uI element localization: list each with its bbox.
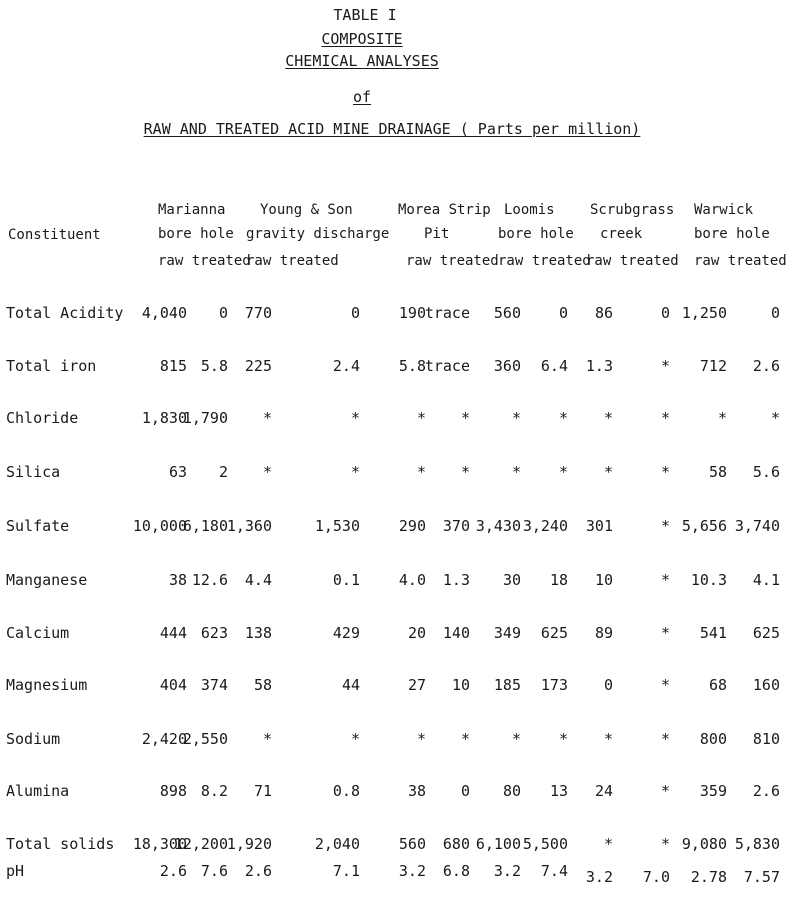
table-cell: 0.1: [332, 571, 360, 589]
header-morea-name: Morea Strip: [398, 202, 491, 218]
table-cell: 140: [442, 624, 470, 642]
table-cell: 3,740: [734, 517, 780, 535]
table-cell: 225: [244, 357, 272, 375]
table-cell: 3,240: [522, 517, 568, 535]
table-cell: 7.4: [540, 862, 568, 880]
table-cell: 4,040: [141, 304, 187, 322]
table-cell: 2.4: [332, 357, 360, 375]
table-cell: *: [603, 835, 613, 853]
table-cell: 1,250: [681, 304, 727, 322]
table-cell: 10,000: [132, 517, 187, 535]
table-cell: 1,360: [226, 517, 272, 535]
table-cell: 1.3: [585, 357, 613, 375]
table-cell: 0: [603, 676, 613, 694]
table-cell: *: [660, 409, 670, 427]
table-cell: *: [416, 730, 426, 748]
header-loomis-type: bore hole: [498, 226, 574, 242]
table-cell: 5.6: [752, 463, 780, 481]
row-label: Calcium: [6, 624, 70, 642]
row-label: Sodium: [6, 730, 61, 748]
table-cell: 0: [558, 304, 568, 322]
table-cell: 3,430: [475, 517, 521, 535]
table-cell: 63: [168, 463, 187, 481]
table-cell: 13: [549, 782, 568, 800]
table-cell: 5,656: [681, 517, 727, 535]
table-cell: 8.2: [200, 782, 228, 800]
table-cell: 2: [218, 463, 228, 481]
header-loomis-name: Loomis: [504, 202, 555, 218]
header-young-type: gravity discharge: [246, 226, 390, 242]
row-label: Total Acidity: [6, 304, 124, 322]
table-cell: 815: [159, 357, 187, 375]
table-cell: 810: [752, 730, 780, 748]
table-cell: *: [460, 409, 470, 427]
table-cell: *: [558, 730, 568, 748]
table-cell: 4.4: [244, 571, 272, 589]
table-subtitle: RAW AND TREATED ACID MINE DRAINAGE ( Parts per million): [143, 120, 641, 138]
table-cell: 370: [442, 517, 470, 535]
row-label: Magnesium: [6, 676, 88, 694]
table-cell: *: [511, 409, 521, 427]
table-cell: 86: [594, 304, 613, 322]
table-cell: *: [511, 730, 521, 748]
table-cell: 2,040: [314, 835, 360, 853]
table-cell: 10: [451, 676, 470, 694]
table-cell: 5,500: [522, 835, 568, 853]
header-morea-type: Pit: [424, 226, 450, 242]
table-cell: *: [717, 409, 727, 427]
table-cell: 0: [460, 782, 470, 800]
table-cell: trace: [424, 357, 470, 375]
header-constituent: Constituent: [8, 227, 101, 243]
table-cell: 2.6: [752, 782, 780, 800]
table-cell: 712: [699, 357, 727, 375]
table-title-composite: COMPOSITE: [321, 30, 403, 48]
table-cell: 2.6: [159, 862, 187, 880]
table-cell: *: [660, 463, 670, 481]
table-cell: *: [460, 463, 470, 481]
table-cell: 12,200: [173, 835, 228, 853]
table-cell: 38: [407, 782, 426, 800]
table-cell: 58: [253, 676, 272, 694]
table-cell: *: [660, 357, 670, 375]
table-cell: 1,530: [314, 517, 360, 535]
table-cell: 2,550: [182, 730, 228, 748]
table-cell: *: [770, 409, 780, 427]
table-cell: 3.2: [493, 862, 521, 880]
table-cell: 7.1: [332, 862, 360, 880]
table-title-analyses: CHEMICAL ANALYSES: [285, 52, 439, 70]
table-cell: 625: [540, 624, 568, 642]
table-cell: 0: [770, 304, 780, 322]
table-cell: *: [660, 624, 670, 642]
table-cell: 290: [398, 517, 426, 535]
table-cell: 24: [594, 782, 613, 800]
table-cell: 5.8: [200, 357, 228, 375]
table-cell: 0: [660, 304, 670, 322]
table-cell: *: [350, 409, 360, 427]
table-cell: 3.2: [585, 868, 613, 886]
table-cell: 680: [442, 835, 470, 853]
row-label: Manganese: [6, 571, 88, 589]
table-cell: 444: [159, 624, 187, 642]
table-cell: *: [460, 730, 470, 748]
row-label: Chloride: [6, 409, 79, 427]
row-label: Silica: [6, 463, 61, 481]
table-cell: 18: [549, 571, 568, 589]
table-cell: 10.3: [690, 571, 727, 589]
table-cell: 80: [502, 782, 521, 800]
table-cell: 4.0: [398, 571, 426, 589]
table-cell: *: [350, 730, 360, 748]
table-cell: 560: [398, 835, 426, 853]
header-warwick-type: bore hole: [694, 226, 770, 242]
table-cell: 0: [350, 304, 360, 322]
table-cell: 9,080: [681, 835, 727, 853]
table-cell: 10: [594, 571, 613, 589]
row-label: Sulfate: [6, 517, 70, 535]
table-cell: 404: [159, 676, 187, 694]
table-cell: 2.6: [244, 862, 272, 880]
table-cell: *: [558, 409, 568, 427]
table-cell: 2.78: [690, 868, 727, 886]
table-cell: 5.8: [398, 357, 426, 375]
header-scrubgrass-type: creek: [600, 226, 643, 242]
table-cell: *: [603, 730, 613, 748]
table-cell: 1,920: [226, 835, 272, 853]
table-cell: 7.0: [642, 868, 670, 886]
table-cell: 898: [159, 782, 187, 800]
row-label: pH: [6, 862, 25, 880]
table-cell: *: [350, 463, 360, 481]
row-label: Total iron: [6, 357, 97, 375]
table-cell: *: [416, 463, 426, 481]
header-scrubgrass-sub: raw treated: [586, 253, 679, 269]
table-cell: 6,100: [475, 835, 521, 853]
table-cell: 138: [244, 624, 272, 642]
table-cell: 1,830: [141, 409, 187, 427]
table-cell: 27: [407, 676, 426, 694]
table-number: TABLE I: [333, 6, 397, 24]
table-cell: 71: [253, 782, 272, 800]
table-cell: 30: [502, 571, 521, 589]
table-cell: *: [262, 463, 272, 481]
table-cell: 1.3: [442, 571, 470, 589]
table-cell: 7.6: [200, 862, 228, 880]
table-cell: 360: [493, 357, 521, 375]
header-marianna-name: Marianna: [158, 202, 226, 218]
table-cell: 3.2: [398, 862, 426, 880]
table-cell: trace: [424, 304, 470, 322]
table-cell: *: [660, 517, 670, 535]
table-cell: 6.8: [442, 862, 470, 880]
header-morea-sub: raw treated: [406, 253, 499, 269]
table-cell: 560: [493, 304, 521, 322]
table-cell: *: [660, 730, 670, 748]
table-cell: 1,790: [182, 409, 228, 427]
table-cell: 44: [341, 676, 360, 694]
table-cell: 770: [244, 304, 272, 322]
table-cell: 800: [699, 730, 727, 748]
table-cell: *: [660, 676, 670, 694]
table-cell: 374: [200, 676, 228, 694]
table-cell: 5,830: [734, 835, 780, 853]
table-cell: 541: [699, 624, 727, 642]
table-cell: 6,180: [182, 517, 228, 535]
table-cell: 623: [200, 624, 228, 642]
header-warwick-name: Warwick: [694, 202, 754, 218]
table-cell: 190: [398, 304, 426, 322]
table-cell: 4.1: [752, 571, 780, 589]
table-cell: 173: [540, 676, 568, 694]
table-cell: 6.4: [540, 357, 568, 375]
table-cell: 429: [332, 624, 360, 642]
header-warwick-sub: raw treated: [694, 253, 787, 269]
table-cell: *: [262, 730, 272, 748]
table-title-of: of: [352, 88, 372, 106]
table-cell: 349: [493, 624, 521, 642]
table-cell: 89: [594, 624, 613, 642]
table-cell: *: [558, 463, 568, 481]
table-cell: *: [660, 782, 670, 800]
table-cell: 0: [218, 304, 228, 322]
table-cell: 68: [708, 676, 727, 694]
table-cell: 12.6: [191, 571, 228, 589]
header-marianna-type: bore hole: [158, 226, 234, 242]
table-cell: *: [416, 409, 426, 427]
header-scrubgrass-name: Scrubgrass: [590, 202, 675, 218]
row-label: Alumina: [6, 782, 70, 800]
table-cell: *: [603, 463, 613, 481]
table-cell: 359: [699, 782, 727, 800]
table-cell: 0.8: [332, 782, 360, 800]
table-cell: 625: [752, 624, 780, 642]
table-cell: 160: [752, 676, 780, 694]
table-cell: 38: [168, 571, 187, 589]
table-cell: 58: [708, 463, 727, 481]
table-cell: 2,420: [141, 730, 187, 748]
table-cell: 301: [585, 517, 613, 535]
table-cell: 20: [407, 624, 426, 642]
table-cell: *: [511, 463, 521, 481]
table-cell: 2.6: [752, 357, 780, 375]
table-cell: *: [603, 409, 613, 427]
table-cell: *: [262, 409, 272, 427]
header-loomis-sub: raw treated: [498, 253, 591, 269]
table-cell: 185: [493, 676, 521, 694]
table-cell: 7.57: [743, 868, 780, 886]
header-marianna-sub: raw treated: [158, 253, 251, 269]
table-cell: 18,300: [132, 835, 187, 853]
header-young-sub: raw treated: [246, 253, 339, 269]
table-cell: *: [660, 571, 670, 589]
table-cell: *: [660, 835, 670, 853]
header-young-name: Young & Son: [260, 202, 353, 218]
row-label: Total solids: [6, 835, 115, 853]
